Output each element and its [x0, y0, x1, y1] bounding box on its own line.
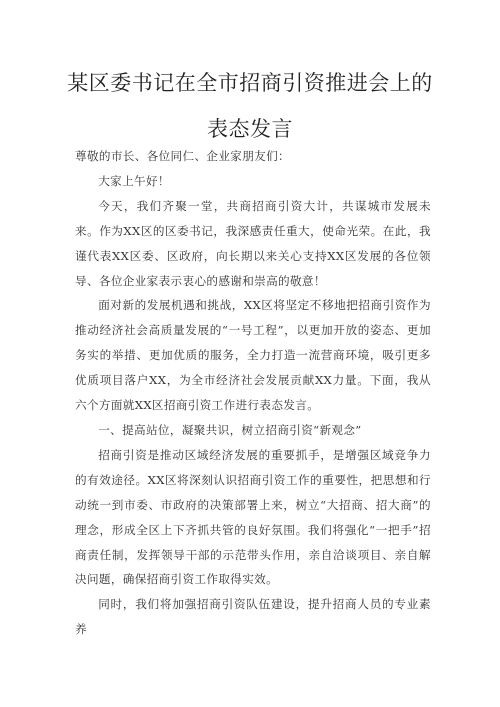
section-heading-1: 一、提高站位，凝聚共识，树立招商引资“新观念” — [98, 422, 362, 437]
document-body — [75, 144, 431, 642]
paragraph-overview: 面对新的发展机遇和挑战，XX区将坚定不移地把招商引资作为推动经济社会高质量发展的“一号工程”，以更加开放的姿态、更加务实的举措、更加优质的服务，全力打造一流营商环境，吸引更多优质项目落户XX，为全市经济社会发展贡献XX力量。下面，我从六个方面就XX区招商引资工作进行表态发言。 — [75, 298, 431, 413]
greeting: 大家上午好！ — [98, 173, 170, 188]
paragraph-section-1-continued: 同时，我们将加强招商引资队伍建设，提升招商人员的专业素养 — [75, 597, 431, 637]
salutation: 尊敬的市长、各位同仁、企业家朋友们： — [75, 149, 290, 163]
paragraph-section-1: 招商引资是推动区域经济发展的重要抓手，是增强区域竞争力的有效途径。XX区将深刻认识招商引资工作的重要性，把思想和行动统一到市委、市政府的决策部署上来，树立“大招商、招大商”的理念，形成全区上下齐抓共管的良好氛围。我们将强化“一把手”招商责任制，发挥领导干部的示范带头作用，亲自洽谈项目、亲自解决问题，确保招商引资工作取得实效。 — [75, 447, 431, 587]
paragraph-opening: 今天，我们齐聚一堂，共商招商引资大计，共谋城市发展未来。作为XX区的区委书记，我深感责任重大，使命光荣。在此，我谨代表XX区委、区政府，向长期以来关心支持XX区发展的各位领导、各位企业家表示衷心的感谢和崇高的敬意！ — [75, 198, 431, 288]
document-title-line-1: 某区委书记在全市招商引资推进会上的 — [67, 71, 433, 95]
document-title-line-2: 表态发言 — [207, 117, 293, 141]
